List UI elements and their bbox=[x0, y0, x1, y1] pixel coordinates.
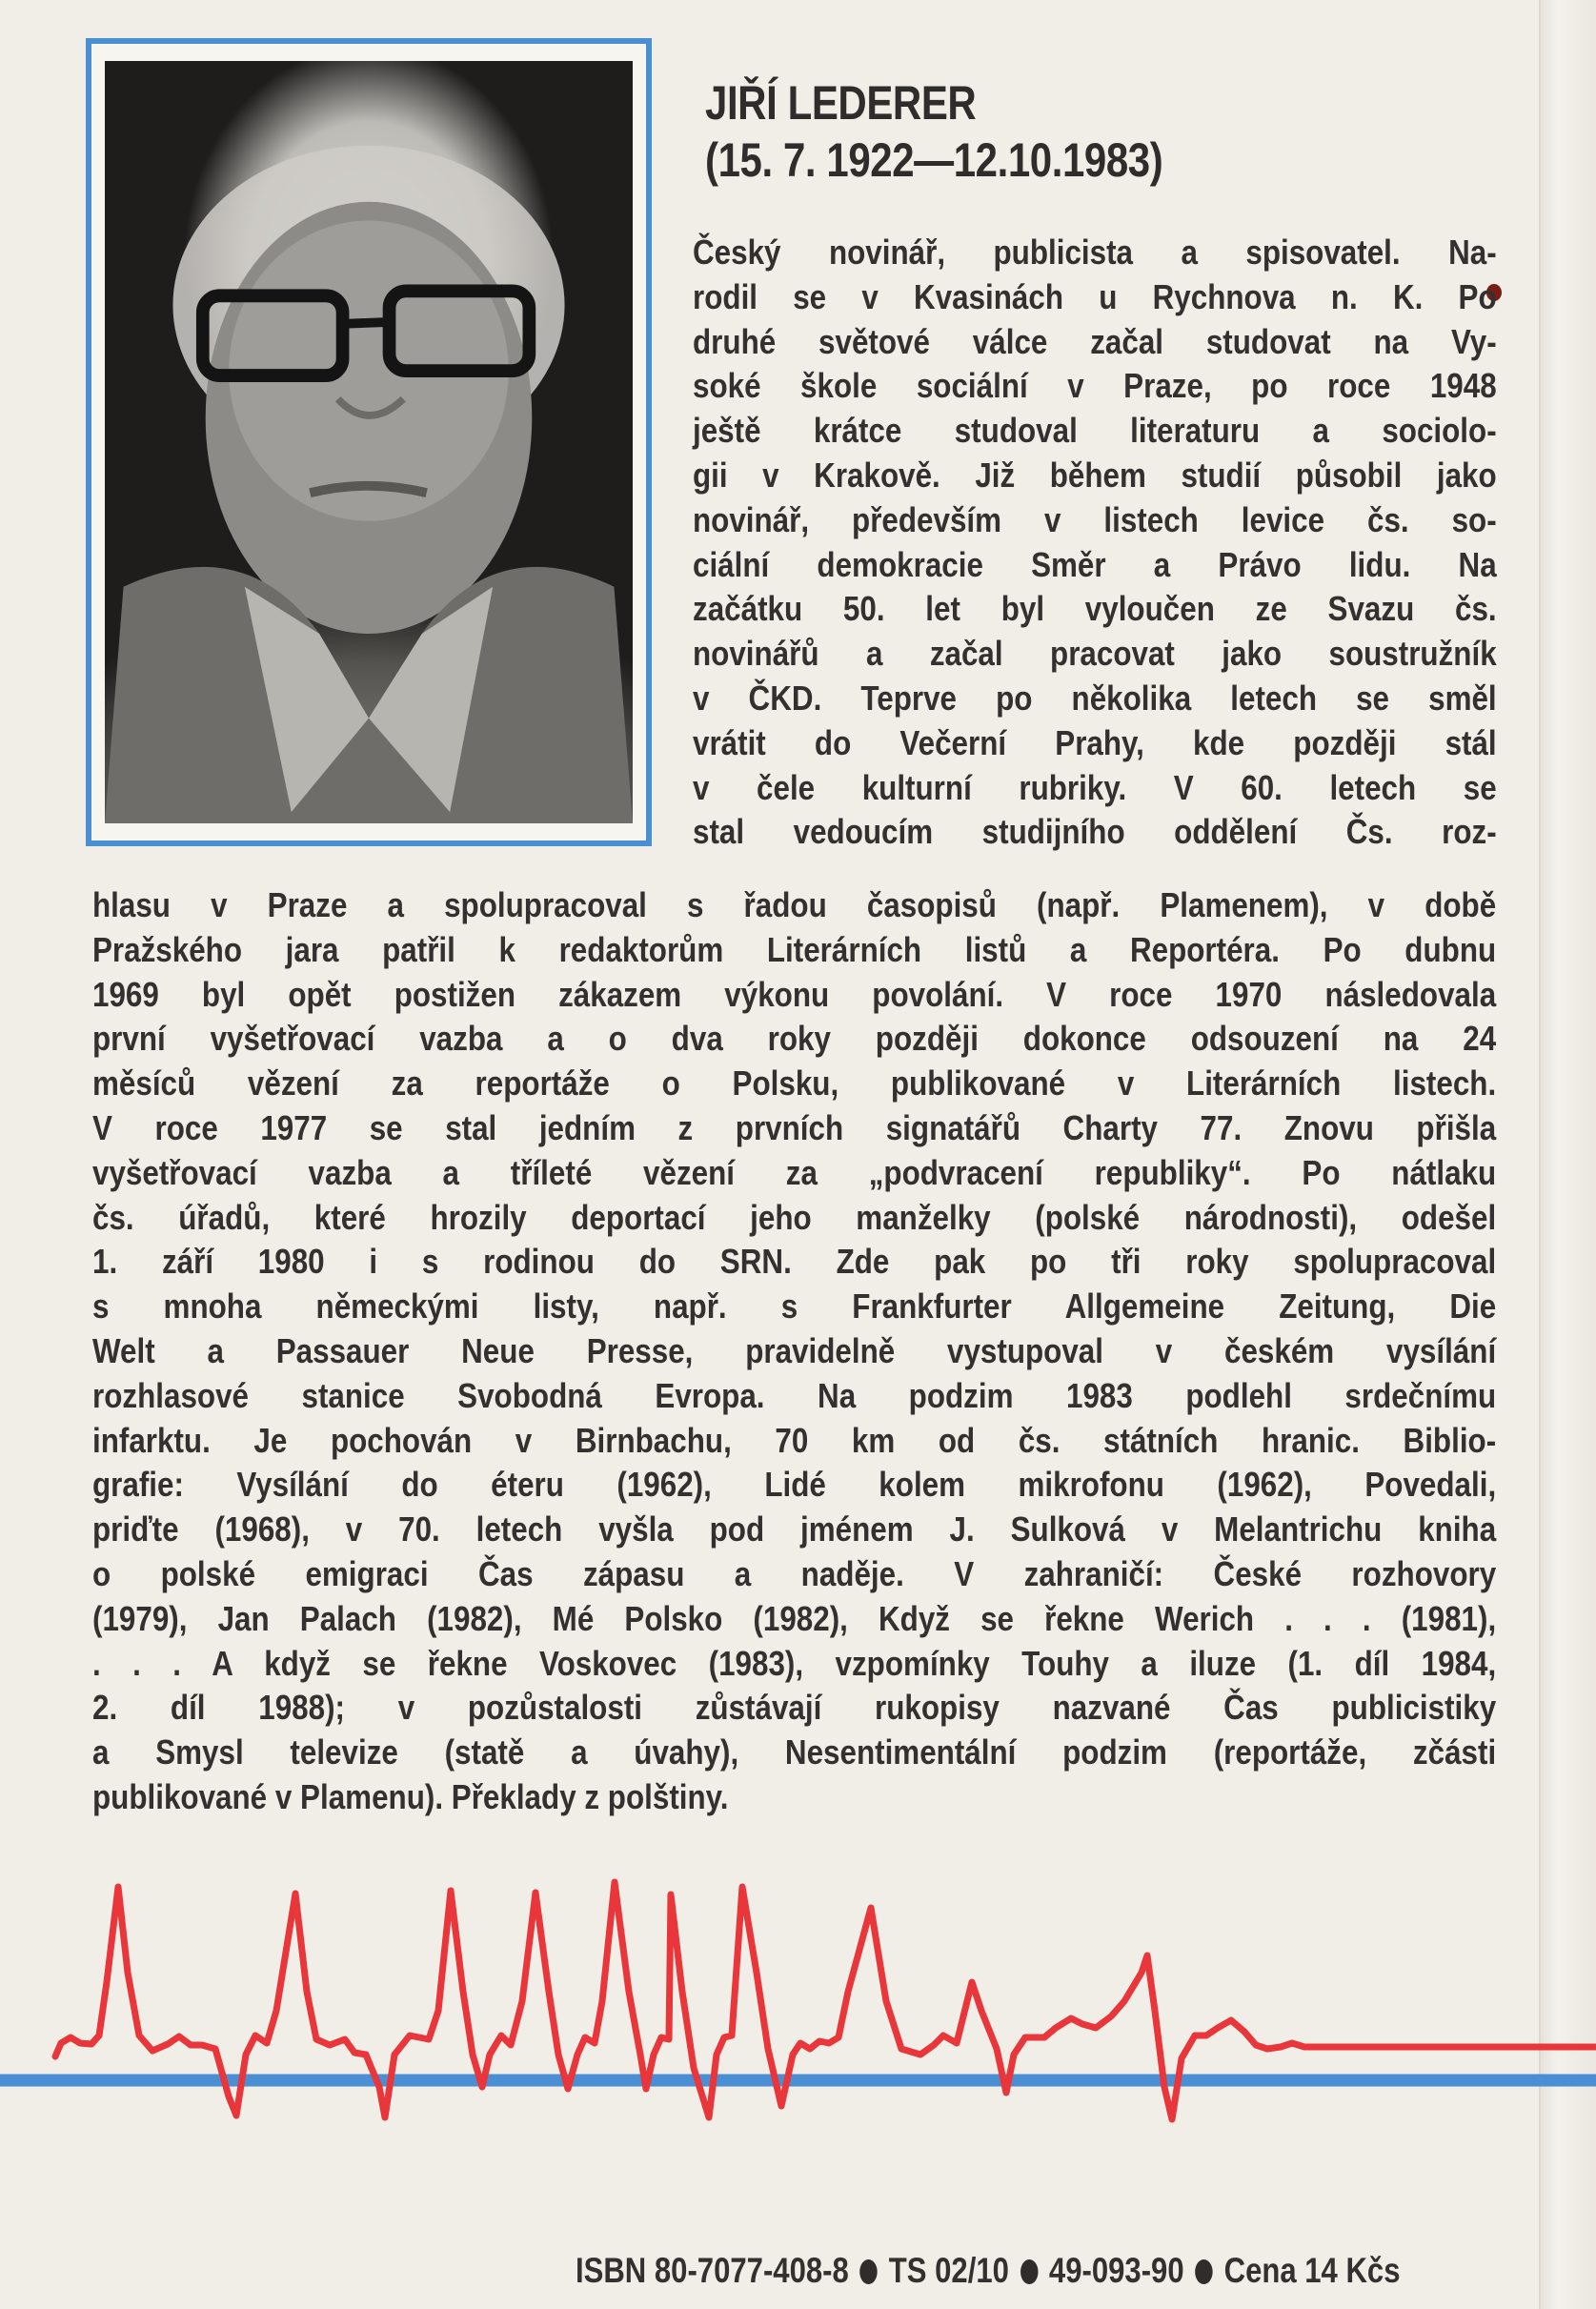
text-line: Pražského jara patřil k redaktorům Literárních listů a Reportéra. Po dubnu bbox=[92, 929, 1497, 969]
price-text: Cena 14 Kčs bbox=[1223, 2251, 1401, 2290]
bullet-icon bbox=[1020, 2259, 1038, 2284]
text-line: začátku 50. let byl vyloučen ze Svazu čs. bbox=[693, 589, 1497, 629]
author-heading bbox=[705, 74, 1162, 189]
text-line: vrátit do Večerní Prahy, kde později stál bbox=[693, 722, 1497, 762]
bullet-icon bbox=[1195, 2259, 1212, 2284]
ts-code-text: TS 02/10 bbox=[888, 2251, 1009, 2290]
portrait-photo bbox=[105, 61, 633, 823]
text-line: o polské emigraci Čas zápasu a naděje. V zahraničí: České rozhovory bbox=[92, 1553, 1497, 1593]
portrait-frame bbox=[86, 38, 652, 846]
author-dates: (15. 7. 1922—12.10.1983) bbox=[705, 133, 1163, 187]
text-line: V roce 1977 se stal jedním z prvních signatářů Charty 77. Znovu přišla bbox=[92, 1107, 1497, 1147]
ecg-heartbeat-icon bbox=[0, 1868, 1596, 2125]
text-line: (1979), Jan Palach (1982), Mé Polsko (1982), Když se řekne Werich . . . (1981), bbox=[92, 1598, 1497, 1638]
bullet-icon bbox=[860, 2259, 878, 2284]
text-line: infarktu. Je pochován v Birnbachu, 70 km od čs. státních hranic. Biblio- bbox=[92, 1420, 1497, 1460]
text-line: v ČKD. Teprve po několika letech se směl bbox=[693, 678, 1497, 718]
text-line: rodil se v Kvasinách u Rychnova n. K. Po bbox=[693, 276, 1497, 316]
text-line: 2. díl 1988); v pozůstalosti zůstávají rukopisy nazvané Čas publicistiky bbox=[92, 1688, 1497, 1728]
text-line: rozhlasové stanice Svobodná Evropa. Na podzim 1983 podlehl srdečnímu bbox=[92, 1375, 1497, 1415]
text-line: druhé světové válce začal studovat na Vy- bbox=[693, 321, 1497, 361]
catalog-code-text: 49-093-90 bbox=[1048, 2251, 1184, 2290]
text-line: novinář, především v listech levice čs. so- bbox=[693, 499, 1497, 539]
text-line: stal vedoucím studijního oddělení Čs. roz- bbox=[693, 812, 1497, 852]
text-line: priďte (1968), v 70. letech vyšla pod jménem J. Sulková v Melantrichu kniha bbox=[92, 1509, 1497, 1549]
text-line: hlasu v Praze a spolupracoval s řadou časopisů (např. Plamenem), v době bbox=[92, 885, 1497, 924]
text-line: gii v Krakově. Již během studií působil jako bbox=[693, 455, 1497, 495]
text-line: s mnoha německými listy, např. s Frankfurter Allgemeine Zeitung, Die bbox=[92, 1286, 1497, 1327]
isbn-text: ISBN 80-7077-408-8 bbox=[576, 2251, 849, 2290]
text-line: . . . A když se řekne Voskovec (1983), vzpomínky Touhy a iluze (1. díl 1984, bbox=[92, 1643, 1497, 1683]
text-line: čs. úřadů, které hrozily deportací jeho manželky (polské národnosti), odešel bbox=[92, 1197, 1497, 1237]
text-line: Welt a Passauer Neue Presse, pravidelně vystupoval v českém vysílání bbox=[92, 1330, 1497, 1370]
text-line: Český novinář, publicista a spisovatel. Na- bbox=[693, 233, 1497, 272]
portrait-icon bbox=[105, 61, 633, 823]
text-line: měsíců vězení za reportáže o Polsku, publikované v Literárních listech. bbox=[92, 1063, 1497, 1104]
text-line: novinářů a začal pracovat jako soustružník bbox=[693, 634, 1497, 674]
author-name: JIŘÍ LEDERER bbox=[705, 76, 977, 130]
text-line: první vyšetřovací vazba a o dva roky později dokonce odsouzení na 24 bbox=[92, 1019, 1497, 1059]
text-line: publikované v Plamenu). Překlady z polštiny. bbox=[92, 1776, 729, 1816]
text-line: 1969 byl opět postižen zákazem výkonu povolání. V roce 1970 následovala bbox=[92, 974, 1497, 1014]
text-line: vyšetřovací vazba a tříleté vězení za „podvracení republiky“. Po nátlaku bbox=[92, 1152, 1497, 1192]
bio-text-right-column bbox=[693, 231, 1497, 855]
text-line: soké škole sociální v Praze, po roce 1948 bbox=[693, 366, 1497, 406]
text-line: a Smysl televize (statě a úvahy), Nesentimentální podzim (reportáže, zčásti bbox=[92, 1732, 1497, 1772]
bio-text-full-width bbox=[92, 883, 1496, 1820]
text-line: ciální demokracie Směr a Právo lidu. Na bbox=[693, 544, 1497, 584]
publication-footer bbox=[576, 2251, 1400, 2291]
text-line: v čele kulturní rubriky. V 60. letech se bbox=[693, 767, 1497, 807]
text-line: ještě krátce studoval literaturu a sociolo- bbox=[693, 411, 1497, 451]
text-line: 1. září 1980 i s rodinou do SRN. Zde pak po tři roky spolupracoval bbox=[92, 1242, 1497, 1282]
text-line: grafie: Vysílání do éteru (1962), Lidé kolem mikrofonu (1962), Povedali, bbox=[92, 1465, 1497, 1505]
